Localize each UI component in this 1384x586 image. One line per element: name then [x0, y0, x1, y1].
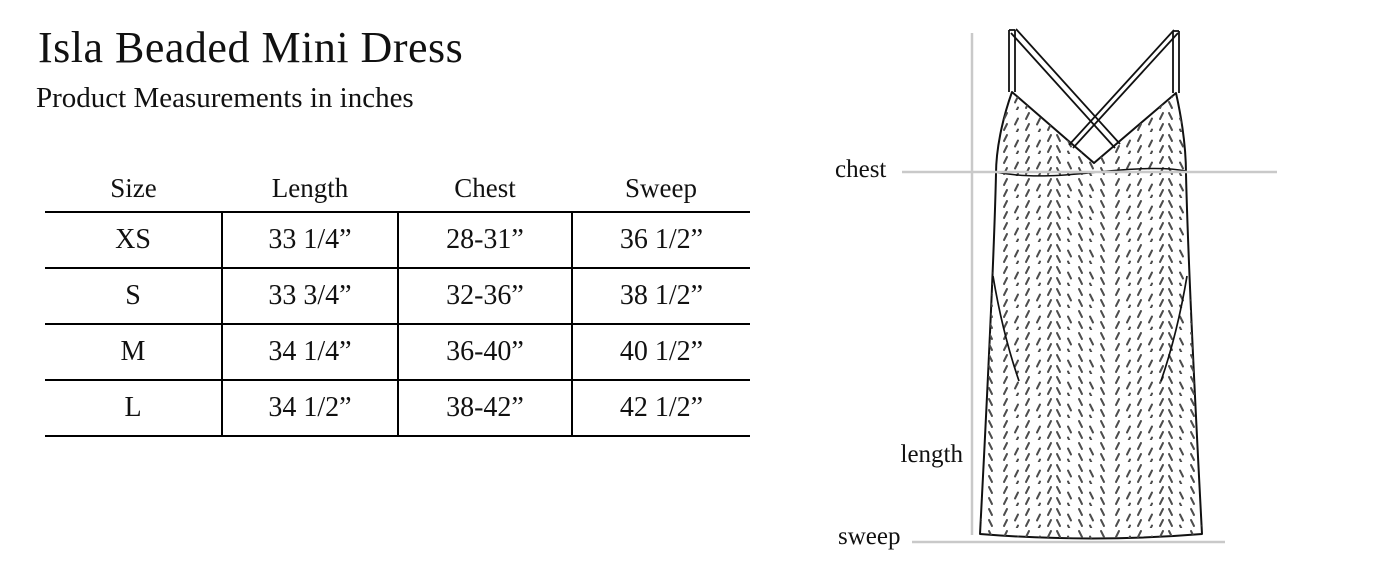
cell-size: XS [45, 212, 222, 268]
table-header [45, 166, 750, 212]
chest-label: chest [835, 156, 887, 183]
cell-chest: 28-31” [398, 212, 572, 268]
cell-length: 33 1/4” [222, 212, 398, 268]
cell-sweep: 38 1/2” [572, 268, 750, 324]
cell-chest: 32-36” [398, 268, 572, 324]
left-shoulder-strap [1009, 30, 1015, 92]
table-body [45, 212, 750, 436]
column-header-length: Length [222, 166, 398, 212]
right-shoulder-strap [1173, 31, 1179, 93]
cell-size: S [45, 268, 222, 324]
cell-sweep: 40 1/2” [572, 324, 750, 380]
cell-sweep: 36 1/2” [572, 212, 750, 268]
header-row [45, 166, 750, 212]
dress-measurement-diagram [830, 0, 1384, 586]
cell-chest: 38-42” [398, 380, 572, 436]
cell-size: M [45, 324, 222, 380]
table-row-s [45, 268, 750, 324]
cell-sweep: 42 1/2” [572, 380, 750, 436]
dress-illustration [830, 0, 1384, 586]
page-title: Isla Beaded Mini Dress [38, 23, 464, 72]
cell-size: L [45, 380, 222, 436]
cell-length: 33 3/4” [222, 268, 398, 324]
table-row-l [45, 380, 750, 436]
page-subtitle: Product Measurements in inches [36, 82, 414, 114]
column-header-size: Size [45, 166, 222, 212]
table-row-xs [45, 212, 750, 268]
cell-chest: 36-40” [398, 324, 572, 380]
column-header-chest: Chest [398, 166, 572, 212]
sweep-label: sweep [838, 523, 901, 550]
size-measurement-table [45, 166, 750, 437]
table-row-m [45, 324, 750, 380]
length-label: length [900, 441, 963, 468]
cell-length: 34 1/2” [222, 380, 398, 436]
column-header-sweep: Sweep [572, 166, 750, 212]
cell-length: 34 1/4” [222, 324, 398, 380]
bead-pattern-fill [980, 92, 1202, 539]
